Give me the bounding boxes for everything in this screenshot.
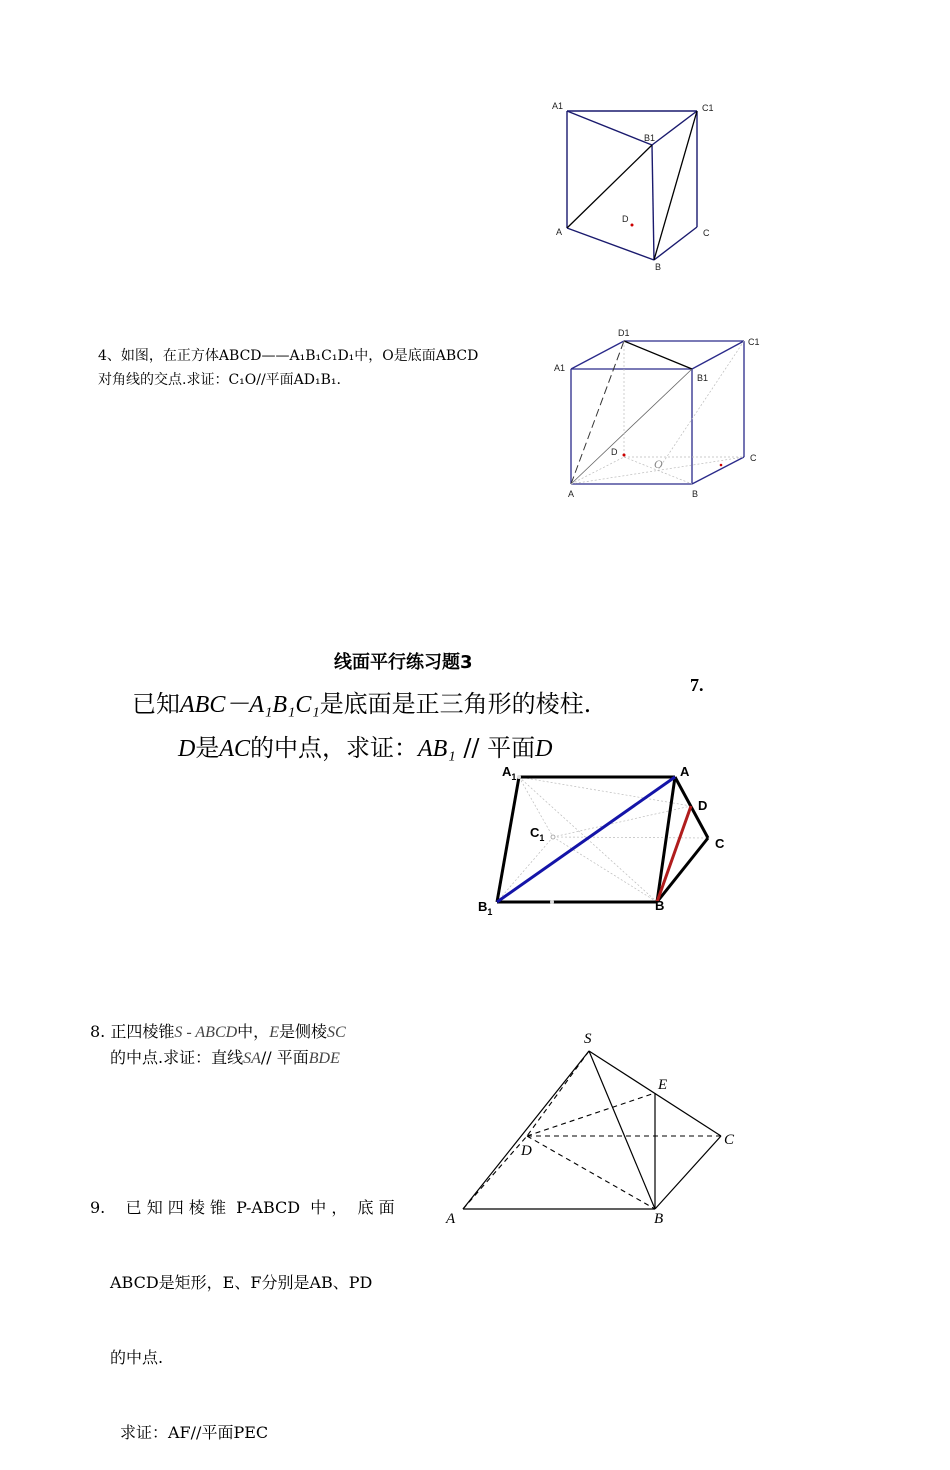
label-a: A <box>446 1211 456 1227</box>
label-a1-main: A <box>502 764 512 779</box>
label-d: D <box>622 214 629 224</box>
math-ab1: AB₁ <box>418 736 456 762</box>
hidden-edge <box>553 837 708 838</box>
hidden-sd <box>527 1051 589 1136</box>
problem-8 <box>90 1019 346 1071</box>
text: 是 <box>195 734 220 762</box>
edge <box>567 111 652 145</box>
cube-figure <box>550 325 765 505</box>
label-a1 <box>502 764 516 782</box>
label-a: A <box>568 489 575 499</box>
math-ac: AC <box>219 736 251 762</box>
label-a1: A1 <box>554 363 566 373</box>
label-c1: C1 <box>748 337 760 347</box>
label-b1-sub: 1 <box>487 907 493 917</box>
line-ab1-blue <box>497 777 675 902</box>
label-d: D <box>521 1143 532 1159</box>
hidden-de <box>527 1093 655 1136</box>
text: 8. 正四棱锥 <box>90 1022 175 1041</box>
label-a: A <box>680 764 690 779</box>
text: 的中点.求证：直线 <box>110 1048 244 1067</box>
label-e: E <box>658 1077 668 1093</box>
prism-figure-top <box>545 98 725 278</box>
label-b1 <box>478 899 492 917</box>
line-bd-red <box>657 806 691 902</box>
label-a1: A1 <box>552 101 564 111</box>
problem-9-line-2: ABCD是矩形，E、F分别是AB、PD <box>110 1273 373 1292</box>
math-d-last: D <box>535 736 553 762</box>
problem-4-line-1: 4、如图，在正方体ABCD——A₁B₁C₁D₁中，O是底面ABCD <box>98 348 479 364</box>
pyramid-figure <box>440 1022 745 1232</box>
hidden-edge <box>571 457 624 484</box>
edge-sb <box>589 1051 655 1209</box>
edge <box>692 341 744 369</box>
problem-9-line-3: 的中点. <box>110 1348 164 1367</box>
math-sc: SC <box>326 1024 346 1041</box>
edge <box>652 145 654 260</box>
point-mark <box>720 464 723 467</box>
point-d <box>623 454 626 457</box>
section-title: 线面平行练习题3 <box>334 652 473 673</box>
problem-9 <box>90 1145 395 1470</box>
edge-a1b1 <box>497 777 519 902</box>
hidden-db <box>527 1136 655 1209</box>
label-b: B <box>654 1211 664 1227</box>
label-a: A <box>556 227 563 237</box>
dashed-ad1 <box>571 341 624 484</box>
problem-8-line-1 <box>90 1019 346 1045</box>
math-pyramid: S - ABCD <box>174 1024 238 1041</box>
label-s: S <box>584 1031 592 1047</box>
problem-4 <box>98 344 478 392</box>
label-c1 <box>530 825 544 843</box>
label-c1-main: C <box>530 825 540 840</box>
label-d: D <box>698 798 708 813</box>
point-a1 <box>517 775 521 779</box>
text: // 平面 <box>455 734 536 762</box>
math-d: D <box>178 736 196 762</box>
label-c: C <box>750 453 757 463</box>
label-b: B <box>692 489 699 499</box>
label-b1-main: B <box>478 899 488 914</box>
prism-name: ABC－A₁B₁C₁ <box>180 692 320 718</box>
label-c1: C1 <box>702 103 714 113</box>
label-a1-sub: 1 <box>511 772 517 782</box>
prism-figure-bold <box>470 760 740 925</box>
text: 是侧棱 <box>278 1022 327 1041</box>
label-c: C <box>724 1132 735 1148</box>
label-b: B <box>655 898 665 913</box>
text-post: 是底面是正三角形的棱柱. <box>319 690 592 718</box>
label-c1-sub: 1 <box>539 833 545 843</box>
edge <box>654 227 697 260</box>
label-d1: D1 <box>618 328 630 338</box>
text: // 平面 <box>260 1048 309 1067</box>
text: 的中点，求证： <box>250 734 419 762</box>
math-bde: BDE <box>308 1050 340 1067</box>
point-c1 <box>551 835 555 839</box>
problem-9-line-1: 9. 已 知 四 棱 锥 P-ABCD 中 ， 底 面 <box>90 1198 395 1217</box>
point-d <box>631 224 634 227</box>
edge <box>571 341 624 369</box>
label-c: C <box>703 228 710 238</box>
edge-bc <box>655 1136 721 1209</box>
label-d: D <box>611 447 618 457</box>
text-pre: 已知 <box>132 690 180 718</box>
text: 中， <box>237 1022 270 1041</box>
problem-4-line-2: 对角线的交点.求证：C₁O//平面AD₁B₁. <box>98 372 341 388</box>
hidden-ad <box>463 1136 527 1209</box>
label-o: O <box>654 457 663 471</box>
problem-9-line-4: 求证：AF//平面PEC <box>120 1423 269 1442</box>
label-c: C <box>715 836 725 851</box>
line-ab1 <box>571 369 692 484</box>
diagonal <box>654 111 697 260</box>
edge <box>567 228 654 260</box>
diagonal <box>567 145 652 228</box>
point-mid <box>550 900 554 904</box>
edge <box>652 111 697 145</box>
hidden-diag <box>519 777 691 806</box>
problem-8-line-2 <box>90 1045 346 1071</box>
math-sa: SA <box>243 1050 261 1067</box>
label-b: B <box>655 262 662 272</box>
hidden-diag <box>553 837 657 902</box>
edge-sa <box>463 1051 589 1209</box>
label-b1: B1 <box>644 133 656 143</box>
label-b1: B1 <box>697 373 709 383</box>
problem-7-line-1 <box>132 684 591 719</box>
problem-7-line-2 <box>178 728 552 763</box>
problem-7-number: 7. <box>690 675 704 695</box>
diagonal-d1b1 <box>624 341 692 369</box>
math-e: E <box>269 1024 279 1041</box>
